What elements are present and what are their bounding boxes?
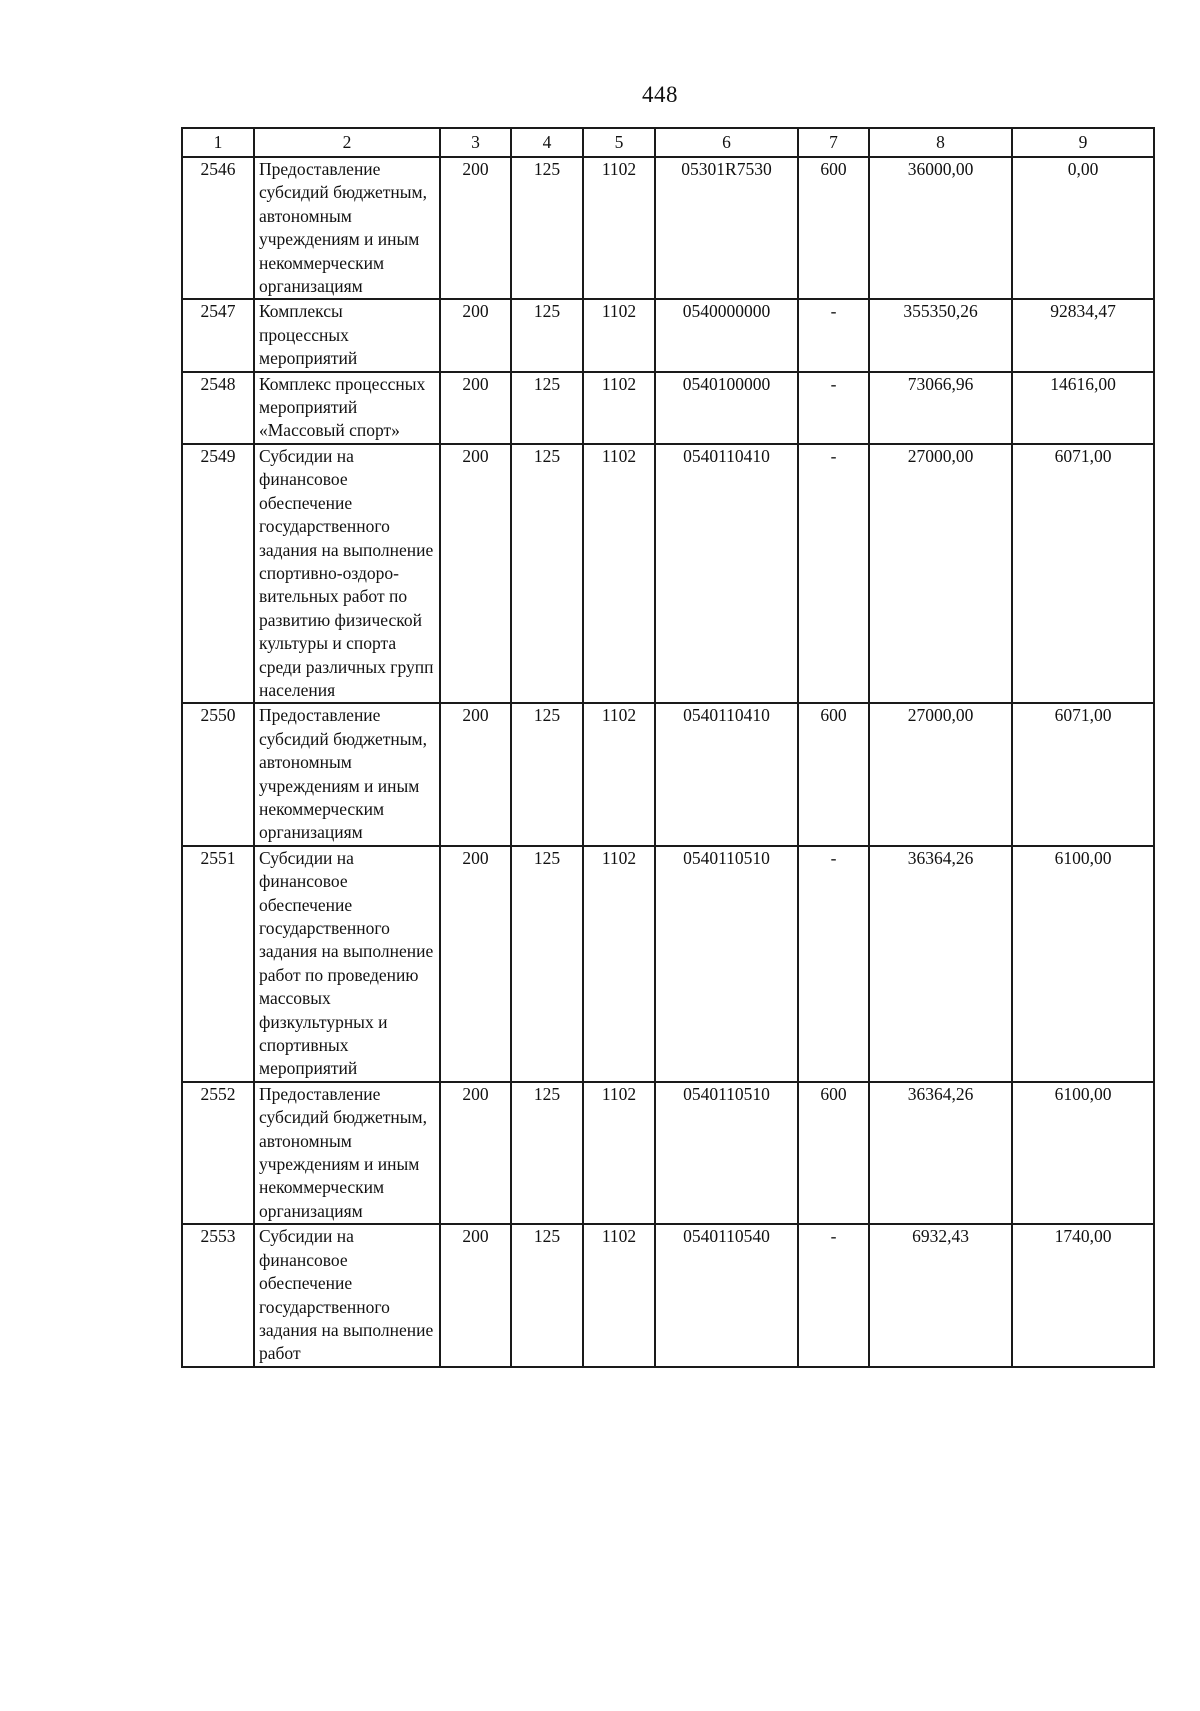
- table-row: [182, 846, 1154, 1082]
- row-col9: 14616,00: [1012, 372, 1154, 444]
- row-col6: 0540110510: [655, 846, 798, 1082]
- row-col3: 200: [440, 846, 511, 1082]
- budget-table: [181, 127, 1155, 1368]
- row-col9: 6071,00: [1012, 444, 1154, 703]
- row-col8: 6932,43: [869, 1224, 1012, 1366]
- row-col9: 1740,00: [1012, 1224, 1154, 1366]
- row-col3: 200: [440, 1082, 511, 1224]
- table-row: [182, 1082, 1154, 1224]
- row-col7: -: [798, 299, 869, 371]
- row-col8: 36364,26: [869, 846, 1012, 1082]
- row-col4: 125: [511, 703, 583, 845]
- row-col6: 0540110410: [655, 703, 798, 845]
- row-col7: 600: [798, 157, 869, 299]
- header-cell: 4: [511, 128, 583, 157]
- header-cell: 9: [1012, 128, 1154, 157]
- row-col7: -: [798, 444, 869, 703]
- row-col6: 0540100000: [655, 372, 798, 444]
- row-name: Субсидии на финансовое обеспечение государственного задания на выполнение работ: [254, 1224, 440, 1366]
- row-col9: 6071,00: [1012, 703, 1154, 845]
- row-name: Комплексы процессных мероприятий: [254, 299, 440, 371]
- row-number: 2553: [182, 1224, 254, 1366]
- header-row: [182, 128, 1154, 157]
- table-row: [182, 1224, 1154, 1366]
- row-number: 2550: [182, 703, 254, 845]
- row-col3: 200: [440, 299, 511, 371]
- row-col6: 0540110510: [655, 1082, 798, 1224]
- row-col4: 125: [511, 1082, 583, 1224]
- row-col3: 200: [440, 444, 511, 703]
- row-name: Комплекс процессных мероприятий «Массовый спорт»: [254, 372, 440, 444]
- row-number: 2552: [182, 1082, 254, 1224]
- header-cell: 1: [182, 128, 254, 157]
- row-name: Предоставление субсидий бюджетным, автономным учреждениям и иным некоммерческим организациям: [254, 703, 440, 845]
- row-col8: 36364,26: [869, 1082, 1012, 1224]
- header-cell: 7: [798, 128, 869, 157]
- row-col5: 1102: [583, 1082, 655, 1224]
- row-col8: 36000,00: [869, 157, 1012, 299]
- row-col5: 1102: [583, 1224, 655, 1366]
- row-number: 2548: [182, 372, 254, 444]
- row-col4: 125: [511, 299, 583, 371]
- row-name: Субсидии на финансовое обеспечение государственного задания на выполнение спортивно-оздоро-вительных работ по развитию физической культуры и спорта среди различных групп населения: [254, 444, 440, 703]
- row-col5: 1102: [583, 703, 655, 845]
- row-col7: -: [798, 846, 869, 1082]
- row-col9: 0,00: [1012, 157, 1154, 299]
- row-col7: 600: [798, 1082, 869, 1224]
- row-col6: 05301R7530: [655, 157, 798, 299]
- row-col9: 6100,00: [1012, 846, 1154, 1082]
- row-col5: 1102: [583, 157, 655, 299]
- table-row: [182, 444, 1154, 703]
- row-col8: 73066,96: [869, 372, 1012, 444]
- row-col8: 355350,26: [869, 299, 1012, 371]
- row-name: Субсидии на финансовое обеспечение государственного задания на выполнение работ по проведению массовых физкультурных и спортивных мероприятий: [254, 846, 440, 1082]
- row-col8: 27000,00: [869, 703, 1012, 845]
- header-cell: 2: [254, 128, 440, 157]
- row-col4: 125: [511, 444, 583, 703]
- row-col8: 27000,00: [869, 444, 1012, 703]
- row-col4: 125: [511, 846, 583, 1082]
- row-number: 2551: [182, 846, 254, 1082]
- row-col5: 1102: [583, 444, 655, 703]
- row-col9: 6100,00: [1012, 1082, 1154, 1224]
- table-row: [182, 372, 1154, 444]
- header-cell: 8: [869, 128, 1012, 157]
- row-number: 2546: [182, 157, 254, 299]
- row-col5: 1102: [583, 846, 655, 1082]
- header-cell: 3: [440, 128, 511, 157]
- row-col5: 1102: [583, 299, 655, 371]
- row-col6: 0540000000: [655, 299, 798, 371]
- row-col5: 1102: [583, 372, 655, 444]
- row-col3: 200: [440, 157, 511, 299]
- row-col3: 200: [440, 372, 511, 444]
- row-col4: 125: [511, 157, 583, 299]
- row-col9: 92834,47: [1012, 299, 1154, 371]
- row-col4: 125: [511, 1224, 583, 1366]
- row-col7: -: [798, 372, 869, 444]
- page-number: 448: [642, 82, 678, 107]
- table-row: [182, 703, 1154, 845]
- row-col4: 125: [511, 372, 583, 444]
- row-number: 2549: [182, 444, 254, 703]
- row-name: Предоставление субсидий бюджетным, автономным учреждениям и иным некоммерческим организациям: [254, 1082, 440, 1224]
- header-cell: 6: [655, 128, 798, 157]
- row-col7: -: [798, 1224, 869, 1366]
- row-col3: 200: [440, 703, 511, 845]
- header-cell: 5: [583, 128, 655, 157]
- row-col7: 600: [798, 703, 869, 845]
- table-row: [182, 157, 1154, 299]
- row-col6: 0540110540: [655, 1224, 798, 1366]
- row-number: 2547: [182, 299, 254, 371]
- table-row: [182, 299, 1154, 371]
- row-col6: 0540110410: [655, 444, 798, 703]
- row-col3: 200: [440, 1224, 511, 1366]
- row-name: Предоставление субсидий бюджетным, автономным учреждениям и иным некоммерческим организациям: [254, 157, 440, 299]
